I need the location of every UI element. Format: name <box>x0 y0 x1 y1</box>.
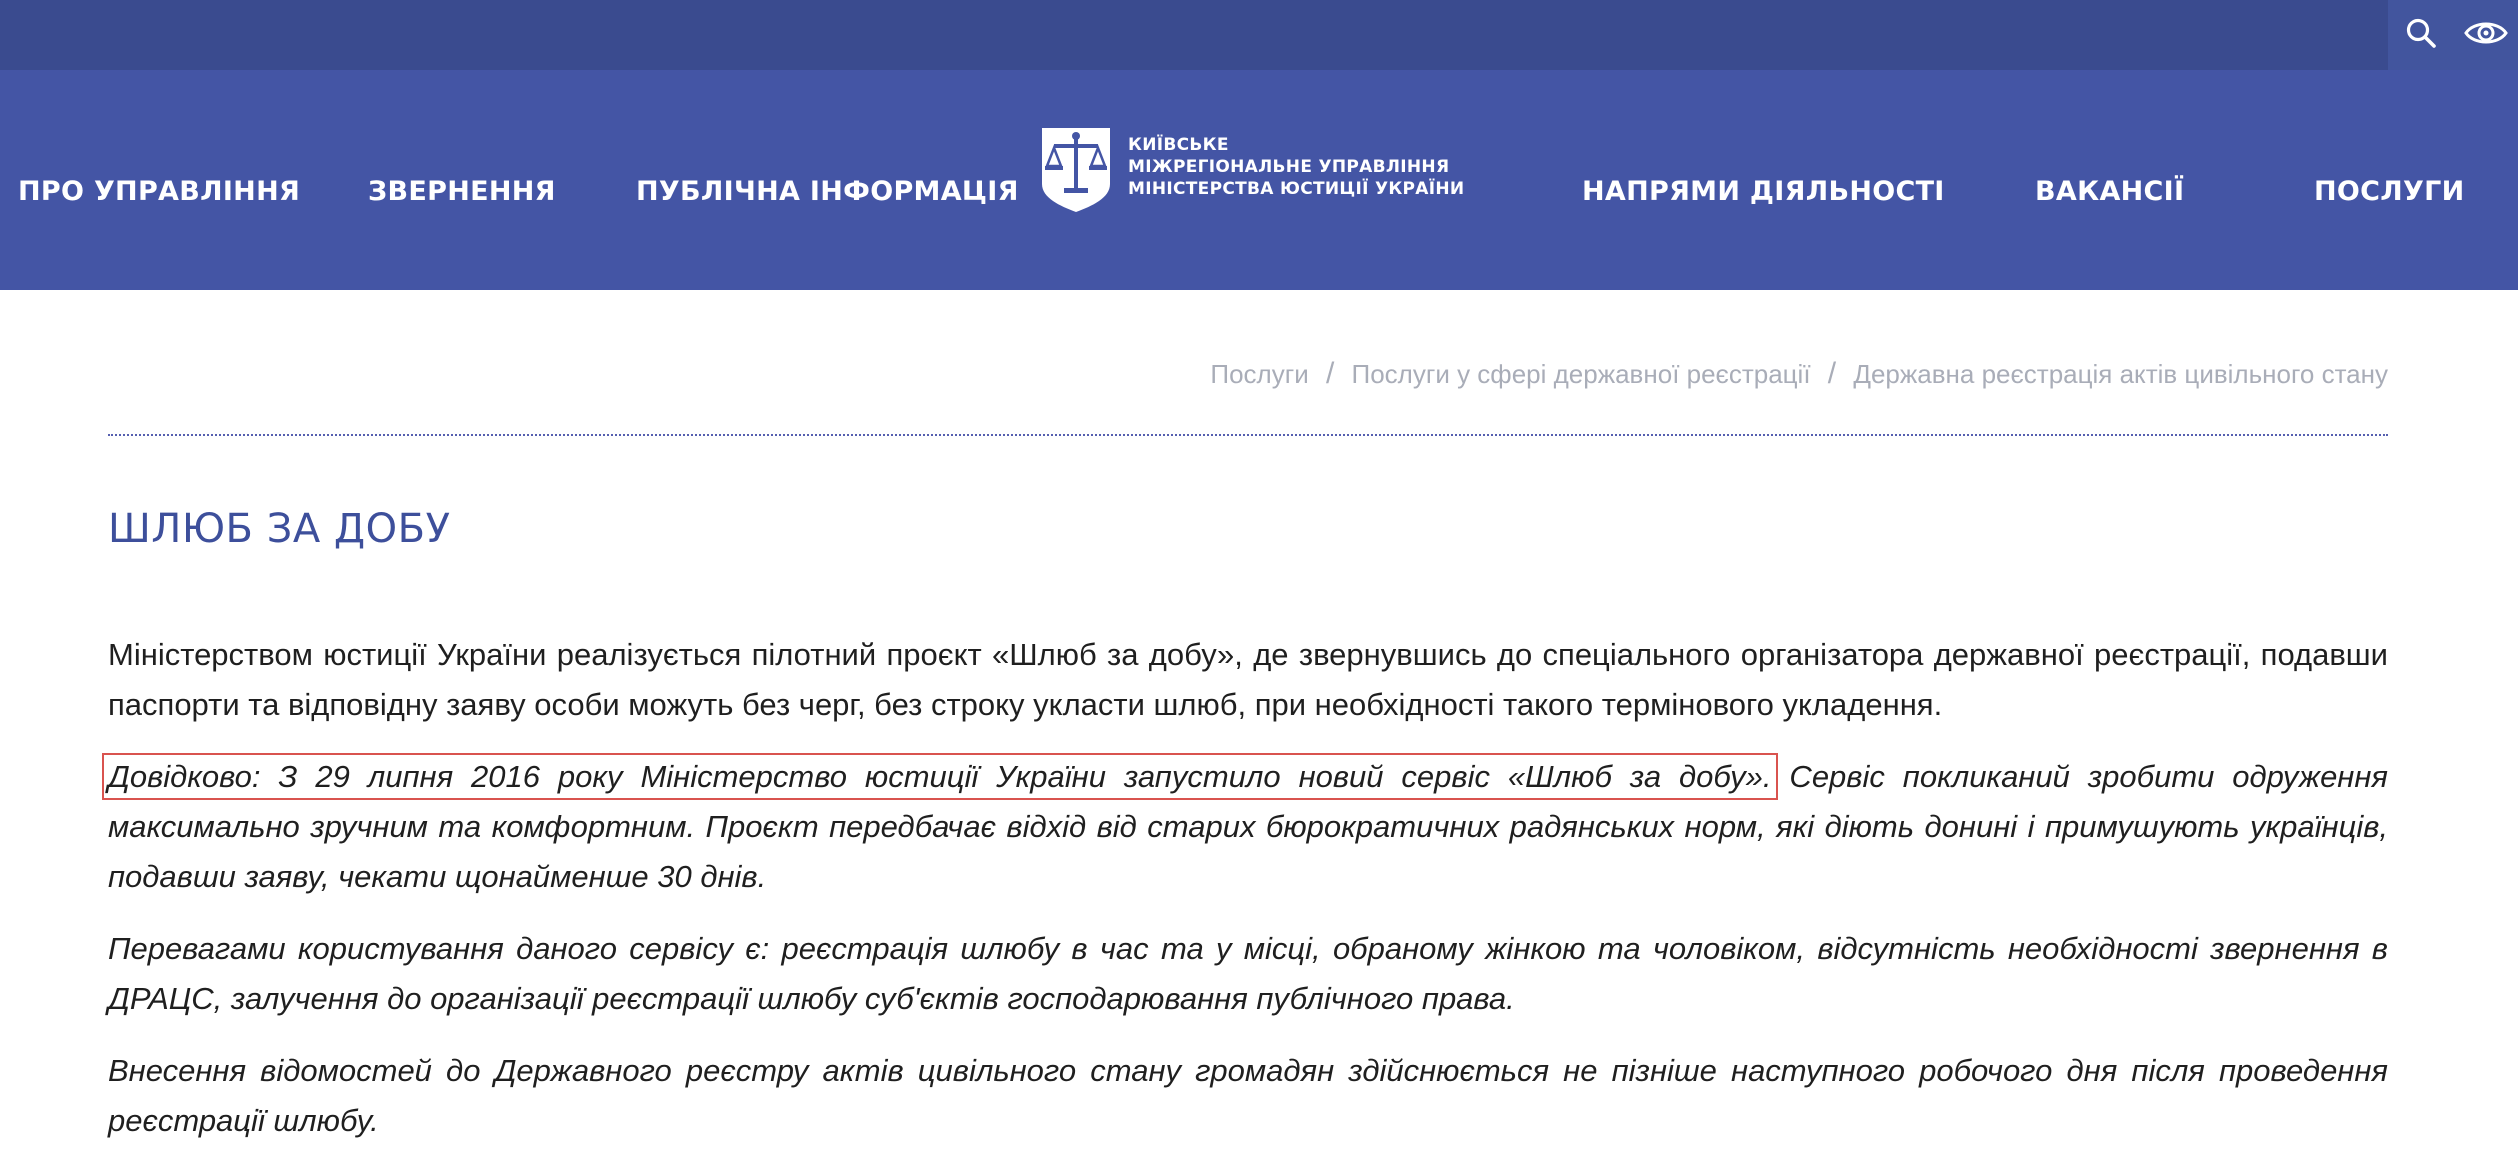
page-title: ШЛЮБ ЗА ДОБУ <box>108 506 451 552</box>
top-utility-bar <box>0 0 2518 70</box>
paragraph-advantages: Перевагами користування даного сервісу є: реєстрація шлюбу в час та у місці, обраному жінкою та чоловіком, відсутність необхідності звернення в ДРАЦС, залучення до організації реєстрації шлюбу суб'єктів господарювання публічного права. <box>108 931 2388 1016</box>
breadcrumb-registration-services[interactable]: Послуги у сфері державної реєстрації <box>1351 359 1811 389</box>
paragraph-intro: Міністерством юстиції України реалізується пілотний проєкт «Шлюб за добу», де звернувшись до спеціального організатора державної реєстрації, подавши паспорти та відповідну заяву особи можуть без черг, без строку укласти шлюб, при необхідності такого термінового укладення. <box>108 637 2388 722</box>
nav-vacancies[interactable]: ВАКАНСІЇ <box>2035 176 2185 207</box>
accessibility-button[interactable] <box>2453 0 2518 70</box>
site-logo[interactable] <box>1040 126 1464 218</box>
header-tools <box>2388 0 2518 70</box>
paragraph-reference <box>108 752 2388 902</box>
nav-about[interactable]: ПРО УПРАВЛІННЯ <box>18 176 301 207</box>
breadcrumb-services[interactable]: Послуги <box>1210 359 1309 389</box>
nav-appeals[interactable]: ЗВЕРНЕННЯ <box>368 176 556 207</box>
nav-directions[interactable]: НАПРЯМИ ДІЯЛЬНОСТІ <box>1582 176 1945 207</box>
eye-icon <box>2464 18 2508 52</box>
divider <box>108 434 2388 436</box>
highlighted-text: Довідково: З 29 липня 2016 року Міністерство юстиції України запустило новий сервіс «Шлюб за добу». <box>108 759 1772 794</box>
nav-public-info[interactable]: ПУБЛІЧНА ІНФОРМАЦІЯ <box>636 176 1019 207</box>
paragraph-reference-rest: Сервіс покликаний зробити одруження максимально зручним та комфортним. Проєкт передбачає відхід від старих бюрократичних радянських норм, які діють донині і примушують українців, подавши заяву, чекати щонайменше 30 днів. <box>108 759 2388 894</box>
breadcrumb <box>1210 356 2388 392</box>
paragraph-registry: Внесення відомостей до Державного реєстру актів цивільного стану громадян здійснюється не пізніше наступного робочого дня після проведення реєстрації шлюбу. <box>108 1053 2388 1138</box>
logo-line-3: МІНІСТЕРСТВА ЮСТИЦІЇ УКРАЇНИ <box>1128 179 1465 199</box>
breadcrumb-separator: / <box>1827 357 1837 390</box>
logo-text <box>1128 134 1464 200</box>
nav-services[interactable]: ПОСЛУГИ <box>2314 176 2465 207</box>
logo-line-1: КИЇВСЬКЕ <box>1128 135 1229 155</box>
scales-shield-icon <box>1040 126 1112 218</box>
article-content <box>108 630 2388 1168</box>
breadcrumb-civil-status[interactable]: Державна реєстрація актів цивільного стану <box>1853 359 2388 389</box>
logo-line-2: МІЖРЕГІОНАЛЬНЕ УПРАВЛІННЯ <box>1128 157 1450 177</box>
breadcrumb-separator: / <box>1325 357 1335 390</box>
search-button[interactable] <box>2388 0 2453 70</box>
search-icon <box>2404 16 2438 54</box>
